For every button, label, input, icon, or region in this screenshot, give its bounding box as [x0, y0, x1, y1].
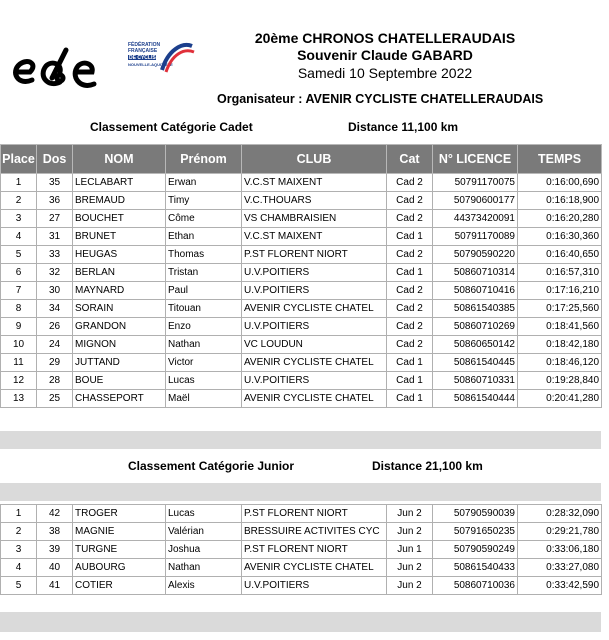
table-row — [1, 559, 602, 577]
cell-prenom: Thomas — [166, 246, 242, 264]
cell-prenom: Lucas — [166, 505, 242, 523]
col-dos: Dos — [37, 145, 73, 174]
cell-cat: Cad 1 — [387, 390, 433, 408]
cell-licence: 50791170089 — [433, 228, 518, 246]
cell-nom: BOUCHET — [73, 210, 166, 228]
col-cat: Cat — [387, 145, 433, 174]
cell-club: U.V.POITIERS — [242, 282, 387, 300]
cell-nom: MIGNON — [73, 336, 166, 354]
cell-licence: 50790600177 — [433, 192, 518, 210]
cell-prenom: Nathan — [166, 559, 242, 577]
cell-temps: 0:33:06,180 — [518, 541, 602, 559]
cell-club: BRESSUIRE ACTIVITES CYC — [242, 523, 387, 541]
table-row — [1, 174, 602, 192]
cell-licence: 50861540385 — [433, 300, 518, 318]
cell-dos: 32 — [37, 264, 73, 282]
cell-temps: 0:29:21,780 — [518, 523, 602, 541]
cell-dos: 27 — [37, 210, 73, 228]
cell-place: 5 — [1, 577, 37, 595]
cadet-distance: Distance 11,100 km — [348, 120, 459, 134]
table-row — [1, 372, 602, 390]
federation-logo-line: FRANÇAISE — [128, 48, 158, 54]
cadet-results-table — [0, 144, 602, 408]
cell-place: 4 — [1, 559, 37, 577]
cell-temps: 0:16:30,360 — [518, 228, 602, 246]
cell-temps: 0:18:41,560 — [518, 318, 602, 336]
cell-club: V.C.THOUARS — [242, 192, 387, 210]
cell-cat: Jun 2 — [387, 559, 433, 577]
cell-club: P.ST FLORENT NIORT — [242, 505, 387, 523]
table-header-row — [1, 145, 602, 174]
cell-temps: 0:33:42,590 — [518, 577, 602, 595]
cell-cat: Cad 2 — [387, 318, 433, 336]
cell-cat: Jun 2 — [387, 505, 433, 523]
cell-dos: 24 — [37, 336, 73, 354]
cell-licence: 50861540445 — [433, 354, 518, 372]
cell-prenom: Maël — [166, 390, 242, 408]
col-licence: N° LICENCE — [433, 145, 518, 174]
cell-licence: 50860710331 — [433, 372, 518, 390]
col-temps: TEMPS — [518, 145, 602, 174]
junior-category-title: Classement Catégorie Junior — [128, 459, 295, 473]
cell-club: AVENIR CYCLISTE CHATEL — [242, 390, 387, 408]
cell-prenom: Paul — [166, 282, 242, 300]
cell-dos: 25 — [37, 390, 73, 408]
cell-dos: 33 — [37, 246, 73, 264]
cell-temps: 0:16:00,690 — [518, 174, 602, 192]
cell-temps: 0:16:40,650 — [518, 246, 602, 264]
cell-place: 4 — [1, 228, 37, 246]
cell-licence: 50790590249 — [433, 541, 518, 559]
federation-logo-line: NOUVELLE-AQUITAINE — [128, 62, 173, 67]
cell-prenom: Nathan — [166, 336, 242, 354]
cell-licence: 50860710416 — [433, 282, 518, 300]
cell-nom: CHASSEPORT — [73, 390, 166, 408]
cell-club: U.V.POITIERS — [242, 318, 387, 336]
cell-dos: 30 — [37, 282, 73, 300]
col-place: Place — [1, 145, 37, 174]
cell-licence: 50860710036 — [433, 577, 518, 595]
cell-prenom: Lucas — [166, 372, 242, 390]
table-row — [1, 246, 602, 264]
federation-logo-line: DE CYCLISME — [129, 55, 164, 61]
table-row — [1, 282, 602, 300]
cell-licence: 50860710314 — [433, 264, 518, 282]
cell-prenom: Victor — [166, 354, 242, 372]
cell-cat: Cad 2 — [387, 300, 433, 318]
cell-cat: Cad 2 — [387, 246, 433, 264]
cell-licence: 50860650142 — [433, 336, 518, 354]
cell-place: 2 — [1, 192, 37, 210]
table-row — [1, 192, 602, 210]
cell-place: 10 — [1, 336, 37, 354]
cell-nom: COTIER — [73, 577, 166, 595]
cell-prenom: Alexis — [166, 577, 242, 595]
cell-nom: TURGNE — [73, 541, 166, 559]
table-row — [1, 354, 602, 372]
cell-temps: 0:33:27,080 — [518, 559, 602, 577]
cell-nom: MAGNIE — [73, 523, 166, 541]
table-row — [1, 300, 602, 318]
cell-nom: TROGER — [73, 505, 166, 523]
cell-dos: 39 — [37, 541, 73, 559]
cell-temps: 0:20:41,280 — [518, 390, 602, 408]
cell-club: P.ST FLORENT NIORT — [242, 246, 387, 264]
cell-licence: 50861540433 — [433, 559, 518, 577]
col-nom: NOM — [73, 145, 166, 174]
table-row — [1, 505, 602, 523]
cell-club: U.V.POITIERS — [242, 264, 387, 282]
col-prenom: Prénom — [166, 145, 242, 174]
cell-nom: JUTTAND — [73, 354, 166, 372]
cell-club: U.V.POITIERS — [242, 577, 387, 595]
cadet-category-title: Classement Catégorie Cadet — [90, 120, 253, 134]
cell-temps: 0:16:18,900 — [518, 192, 602, 210]
cell-cat: Cad 2 — [387, 282, 433, 300]
separator-band — [0, 483, 601, 501]
cell-place: 9 — [1, 318, 37, 336]
cell-prenom: Tristan — [166, 264, 242, 282]
cell-temps: 0:18:46,120 — [518, 354, 602, 372]
event-date: Samedi 10 Septembre 2022 — [297, 65, 473, 81]
cell-dos: 38 — [37, 523, 73, 541]
cell-licence: 50791650235 — [433, 523, 518, 541]
cell-dos: 42 — [37, 505, 73, 523]
cell-temps: 0:19:28,840 — [518, 372, 602, 390]
cell-dos: 34 — [37, 300, 73, 318]
cell-licence: 44373420091 — [433, 210, 518, 228]
cell-cat: Jun 2 — [387, 523, 433, 541]
cell-dos: 41 — [37, 577, 73, 595]
table-row — [1, 210, 602, 228]
cell-place: 2 — [1, 523, 37, 541]
federation-logo-line: FÉDÉRATION — [128, 42, 161, 48]
junior-distance: Distance 21,100 km — [372, 459, 483, 473]
junior-results-table — [0, 504, 602, 595]
cell-place: 1 — [1, 505, 37, 523]
table-row — [1, 390, 602, 408]
cell-licence: 50790590220 — [433, 246, 518, 264]
cell-club: VC LOUDUN — [242, 336, 387, 354]
cell-cat: Cad 1 — [387, 228, 433, 246]
cell-prenom: Titouan — [166, 300, 242, 318]
cell-nom: HEUGAS — [73, 246, 166, 264]
cell-temps: 0:17:16,210 — [518, 282, 602, 300]
cell-cat: Cad 2 — [387, 210, 433, 228]
cell-club: AVENIR CYCLISTE CHATEL — [242, 300, 387, 318]
cell-dos: 35 — [37, 174, 73, 192]
cell-nom: MAYNARD — [73, 282, 166, 300]
cell-nom: BRUNET — [73, 228, 166, 246]
cell-club: V.C.ST MAIXENT — [242, 174, 387, 192]
cell-club: AVENIR CYCLISTE CHATEL — [242, 559, 387, 577]
cell-prenom: Enzo — [166, 318, 242, 336]
cell-cat: Cad 1 — [387, 354, 433, 372]
cell-cat: Jun 1 — [387, 541, 433, 559]
cell-nom: GRANDON — [73, 318, 166, 336]
cell-prenom: Valérian — [166, 523, 242, 541]
separator-band — [0, 431, 601, 449]
cell-nom: SORAIN — [73, 300, 166, 318]
cell-dos: 31 — [37, 228, 73, 246]
cell-club: AVENIR CYCLISTE CHATEL — [242, 354, 387, 372]
cell-place: 12 — [1, 372, 37, 390]
cell-club: VS CHAMBRAISIEN — [242, 210, 387, 228]
cell-dos: 26 — [37, 318, 73, 336]
cell-cat: Cad 1 — [387, 264, 433, 282]
cell-place: 3 — [1, 541, 37, 559]
cell-temps: 0:16:20,280 — [518, 210, 602, 228]
organizer: Organisateur : AVENIR CYCLISTE CHATELLERAUDAIS — [217, 92, 544, 106]
cell-place: 5 — [1, 246, 37, 264]
cell-dos: 36 — [37, 192, 73, 210]
table-row — [1, 577, 602, 595]
cell-dos: 28 — [37, 372, 73, 390]
cell-place: 3 — [1, 210, 37, 228]
cell-cat: Jun 2 — [387, 577, 433, 595]
cell-prenom: Côme — [166, 210, 242, 228]
cell-cat: Cad 2 — [387, 336, 433, 354]
cell-club: P.ST FLORENT NIORT — [242, 541, 387, 559]
event-title: 20ème CHRONOS CHATELLERAUDAIS — [254, 30, 516, 46]
cell-prenom: Erwan — [166, 174, 242, 192]
cell-temps: 0:28:32,090 — [518, 505, 602, 523]
table-row — [1, 523, 602, 541]
table-row — [1, 228, 602, 246]
cell-prenom: Ethan — [166, 228, 242, 246]
cell-place: 11 — [1, 354, 37, 372]
cell-cat: Cad 2 — [387, 174, 433, 192]
table-row — [1, 541, 602, 559]
separator-band — [0, 612, 601, 632]
cell-licence: 50791170075 — [433, 174, 518, 192]
cell-cat: Cad 1 — [387, 372, 433, 390]
cell-prenom: Joshua — [166, 541, 242, 559]
cell-place: 6 — [1, 264, 37, 282]
cell-club: U.V.POITIERS — [242, 372, 387, 390]
cell-licence: 50861540444 — [433, 390, 518, 408]
event-subtitle: Souvenir Claude GABARD — [297, 47, 473, 63]
cell-temps: 0:18:42,180 — [518, 336, 602, 354]
cell-temps: 0:16:57,310 — [518, 264, 602, 282]
cell-nom: BREMAUD — [73, 192, 166, 210]
cell-dos: 29 — [37, 354, 73, 372]
table-row — [1, 264, 602, 282]
cell-nom: LECLABART — [73, 174, 166, 192]
table-row — [1, 336, 602, 354]
cell-place: 1 — [1, 174, 37, 192]
cell-place: 13 — [1, 390, 37, 408]
club-logo — [8, 42, 104, 96]
cell-licence: 50860710269 — [433, 318, 518, 336]
cell-club: V.C.ST MAIXENT — [242, 228, 387, 246]
cell-prenom: Timy — [166, 192, 242, 210]
cell-nom: BERLAN — [73, 264, 166, 282]
cell-cat: Cad 2 — [387, 192, 433, 210]
col-club: CLUB — [242, 145, 387, 174]
table-row — [1, 318, 602, 336]
cell-nom: BOUE — [73, 372, 166, 390]
cell-licence: 50790590039 — [433, 505, 518, 523]
cell-place: 8 — [1, 300, 37, 318]
cell-temps: 0:17:25,560 — [518, 300, 602, 318]
cell-place: 7 — [1, 282, 37, 300]
cell-nom: AUBOURG — [73, 559, 166, 577]
cell-dos: 40 — [37, 559, 73, 577]
